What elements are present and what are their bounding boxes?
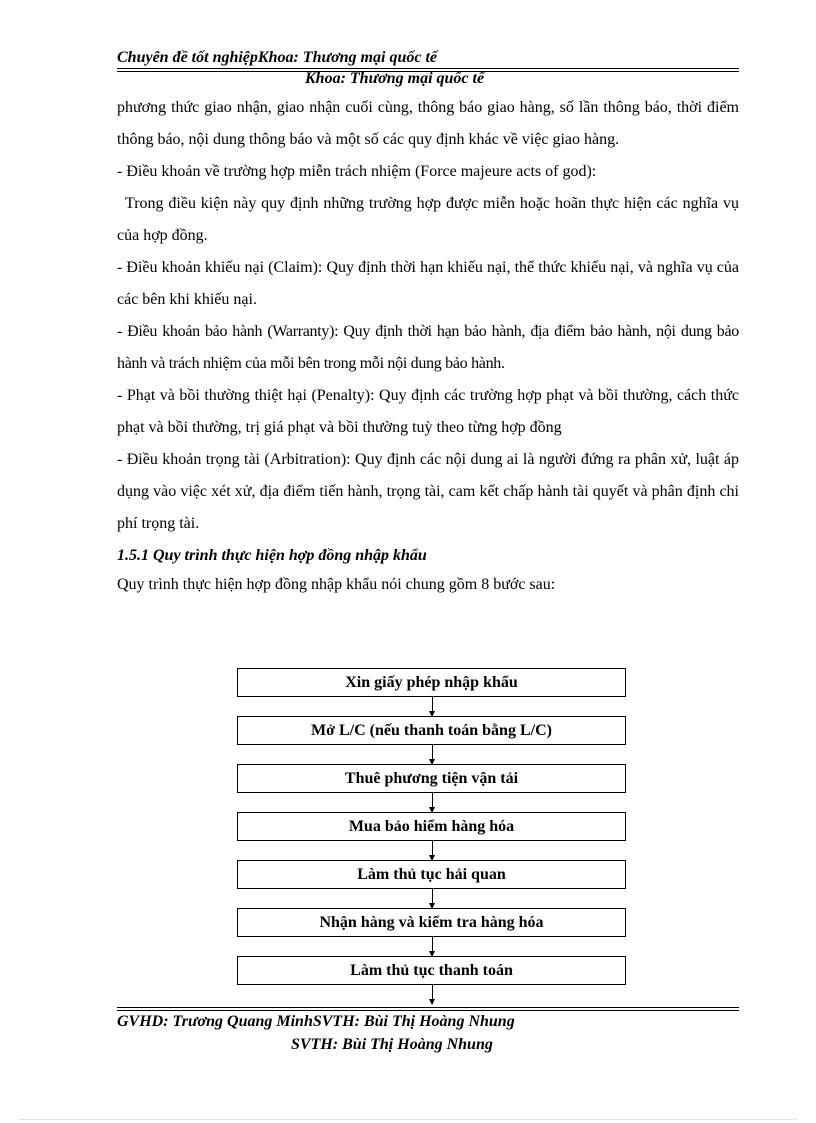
page-bottom-dotted-line	[20, 1119, 796, 1120]
paragraph: - Điều khoản khiếu nại (Claim): Quy định thời hạn khiếu nại, thể thức khiếu nại, và nghĩa vụ của các bên khi khiếu nại.	[117, 259, 739, 308]
flow-arrow	[432, 697, 433, 716]
flow-step-box: Xin giấy phép nhập khẩu	[237, 668, 626, 697]
paragraph: - Điều khoản bảo hành (Warranty): Quy định thời hạn bảo hành, địa điểm bảo hành, nội dung bảo hành và trách nhiệm của mỗi bên trong mỗi nội dung bảo hành.	[117, 323, 739, 372]
section-intro: Quy trình thực hiện hợp đồng nhập khẩu nói chung gồm 8 bước sau:	[117, 576, 556, 593]
flow-arrow	[432, 985, 433, 1004]
footer-line-2: SVTH: Bùi Thị Hoàng Nhung	[291, 1036, 493, 1053]
flow-step-box: Mở L/C (nếu thanh toán bằng L/C)	[237, 716, 626, 745]
paragraph: - Phạt và bồi thường thiệt hại (Penalty): Quy định các trường hợp phạt và bồi thường, cách thức phạt và bồi thường, trị giá phạt và bồi thường tuỳ theo từng hợp đồng	[117, 387, 739, 436]
flow-arrow	[432, 889, 433, 908]
footer-rule-bottom	[117, 1010, 739, 1011]
paragraph: phương thức giao nhận, giao nhận cuối cùng, thông báo giao hàng, số lần thông báo, thời điểm thông báo, nội dung thông báo và một số các quy định khác về việc giao hàng.	[117, 99, 739, 148]
flow-arrow	[432, 745, 433, 764]
paragraph: - Điều khoản trọng tài (Arbitration): Quy định các nội dung ai là người đứng ra phân xử, luật áp dụng vào việc xét xử, địa điểm tiến hành, trọng tài, cam kết chấp hành tài quyết và phân định chi phí trọng tài.	[117, 451, 739, 532]
flow-arrow	[432, 793, 433, 812]
flow-step-box: Làm thủ tục thanh toán	[237, 956, 626, 985]
flow-arrow	[432, 841, 433, 860]
footer-rule-top	[117, 1007, 739, 1008]
flow-step-box: Nhận hàng và kiểm tra hàng hóa	[237, 908, 626, 937]
flow-step-box: Làm thủ tục hải quan	[237, 860, 626, 889]
flow-step-box: Mua bảo hiểm hàng hóa	[237, 812, 626, 841]
header-line-2: Khoa: Thương mại quốc tế	[305, 70, 485, 87]
header-line-1: Chuyên đề tốt nghiệpKhoa: Thương mại quốc tế	[117, 49, 437, 66]
flow-step-box: Thuê phương tiện vận tải	[237, 764, 626, 793]
flow-arrow	[432, 937, 433, 956]
paragraph: Trong điều kiện này quy định những trường hợp được miễn hoặc hoãn thực hiện các nghĩa vụ của hợp đồng.	[117, 195, 739, 244]
section-heading: 1.5.1 Quy trình thực hiện hợp đồng nhập khẩu	[117, 547, 427, 564]
paragraph: - Điều khoản về trường hợp miễn trách nhiệm (Force majeure acts of god):	[117, 163, 597, 180]
footer-line-1: GVHD: Trương Quang MinhSVTH: Bùi Thị Hoàng Nhung	[117, 1013, 515, 1030]
